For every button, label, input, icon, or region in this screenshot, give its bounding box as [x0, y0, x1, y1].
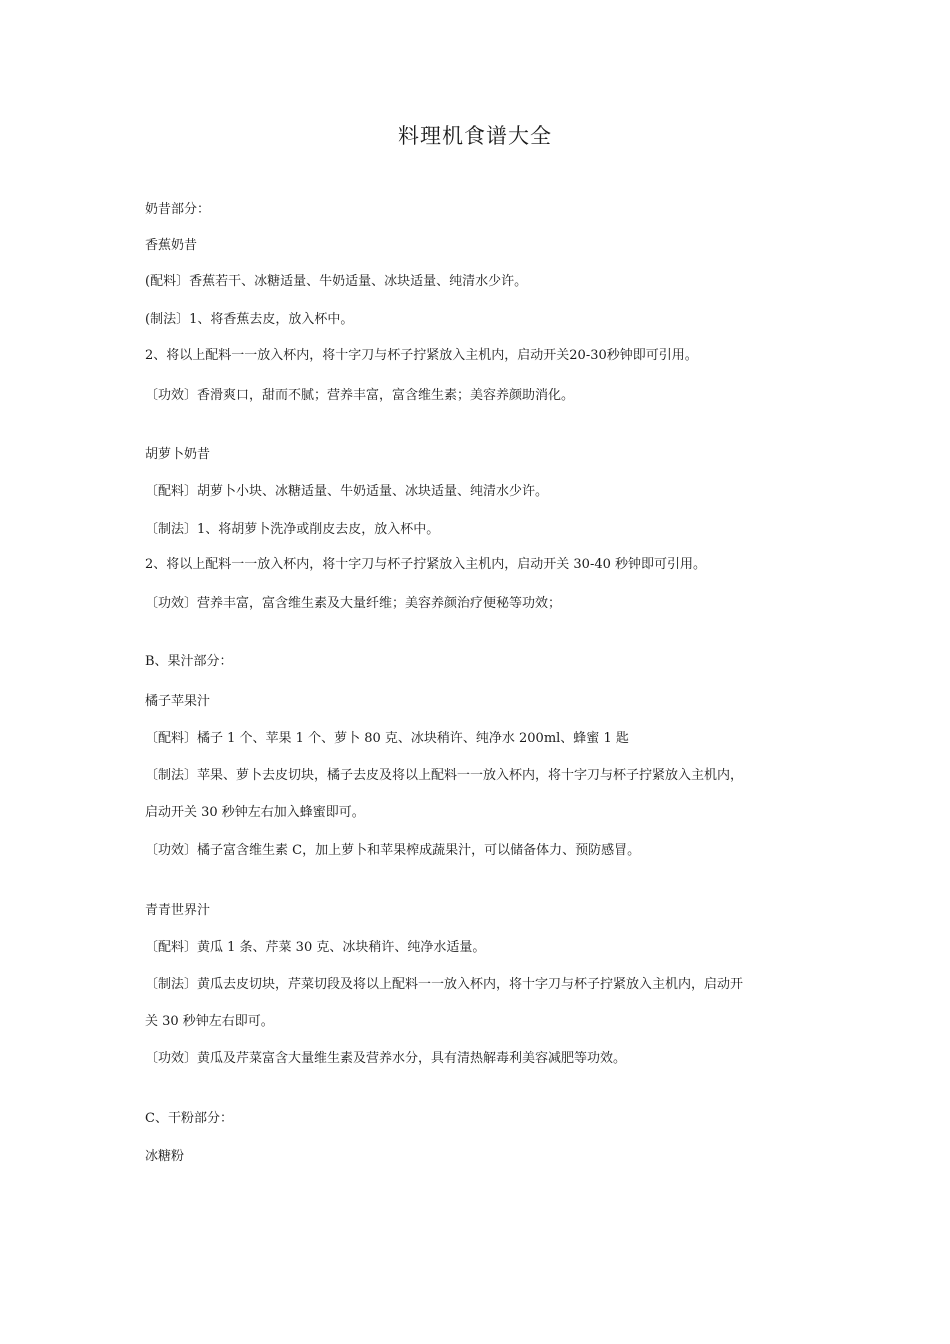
- recipe-method: 〔制法〕黄瓜去皮切块，芹菜切段及将以上配料一一放入杯内，将十字刀与杯子拧紧放入主机内，启动开: [145, 977, 744, 992]
- recipe-method-step: 2、将以上配料一一放入杯内，将十字刀与杯子拧紧放入主机内，启动开关 30-40 秒钟即可引用。: [145, 557, 707, 572]
- section-heading-milkshake: 奶昔部分：: [145, 202, 211, 217]
- recipe-method-step: 2、将以上配料一一放入杯内，将十字刀与杯子拧紧放入主机内，启动开关20-30秒钟即可引用。: [145, 348, 698, 363]
- recipe-ingredients: 〔配料〕胡萝卜小块、冰糖适量、牛奶适量、冰块适量、纯清水少许。: [145, 484, 549, 499]
- recipe-ingredients: (配料〕香蕉若干、冰糖适量、牛奶适量、冰块适量、纯清水少许。: [145, 274, 528, 289]
- recipe-method-continued: 关 30 秒钟左右即可。: [145, 1014, 274, 1029]
- recipe-title-banana-milkshake: 香蕉奶昔: [145, 238, 198, 253]
- recipe-method: 〔制法〕1、将胡萝卜洗净或削皮去皮，放入杯中。: [145, 522, 440, 537]
- recipe-method-continued: 启动开关 30 秒钟左右加入蜂蜜即可。: [145, 805, 365, 820]
- recipe-title-rock-sugar-powder: 冰糖粉: [145, 1149, 185, 1164]
- page-title: 料理机食谱大全: [398, 124, 552, 148]
- recipe-effect: 〔功效〕香滑爽口，甜而不腻；营养丰富，富含维生素；美容养颜助消化。: [145, 388, 575, 403]
- recipe-method: 〔制法〕苹果、萝卜去皮切块，橘子去皮及将以上配料一一放入杯内，将十字刀与杯子拧紧放入主机内，: [145, 768, 744, 783]
- recipe-ingredients: 〔配料〕橘子 1 个、苹果 1 个、萝卜 80 克、冰块稍许、纯净水 200ml、蜂蜜 1 匙: [145, 731, 629, 746]
- recipe-title-carrot-milkshake: 胡萝卜奶昔: [145, 447, 211, 462]
- recipe-ingredients: 〔配料〕黄瓜 1 条、芹菜 30 克、冰块稍许、纯净水适量。: [145, 940, 486, 955]
- recipe-title-green-world-juice: 青青世界汁: [145, 903, 211, 918]
- section-heading-juice: B、果汁部分：: [145, 654, 233, 669]
- recipe-method: (制法〕1、将香蕉去皮，放入杯中。: [145, 312, 354, 327]
- recipe-effect: 〔功效〕橘子富含维生素 C，加上萝卜和苹果榨成蔬果汁，可以储备体力、预防感冒。: [145, 843, 641, 858]
- section-heading-dry-powder: C、干粉部分：: [145, 1111, 233, 1126]
- recipe-title-orange-apple-juice: 橘子苹果汁: [145, 694, 211, 709]
- recipe-effect: 〔功效〕营养丰富，富含维生素及大量纤维；美容养颜治疗便秘等功效；: [145, 596, 562, 611]
- recipe-effect: 〔功效〕黄瓜及芹菜富含大量维生素及营养水分，具有清热解毒利美容减肥等功效。: [145, 1051, 627, 1066]
